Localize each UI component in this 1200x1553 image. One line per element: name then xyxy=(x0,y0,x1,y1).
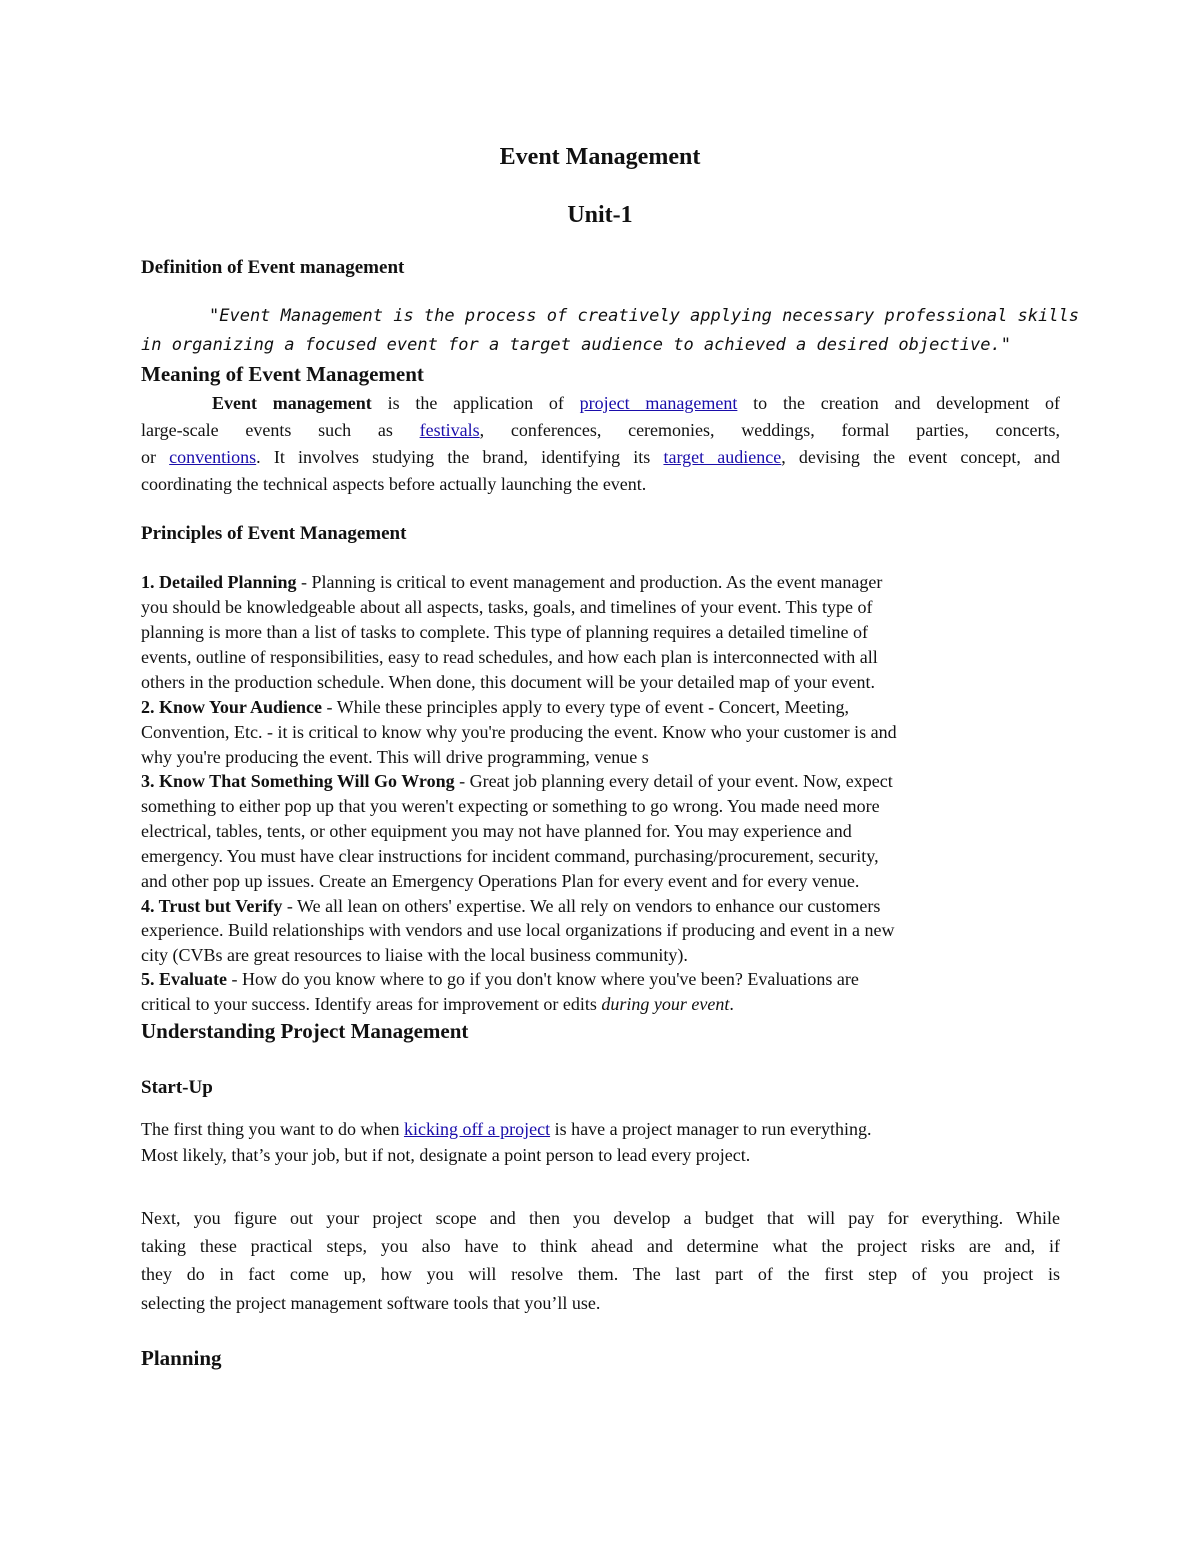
principle-4-line-1: 4. Trust but Verify - We all lean on others' expertise. We all rely on vendors to enhance our customers xyxy=(141,896,881,916)
definition-quote-line-1: "Event Management is the process of creatively applying necessary professional skills xyxy=(209,306,1079,326)
principle-1-line-2: you should be knowledgeable about all aspects, tasks, goals, and timelines of your event. This type of xyxy=(141,597,873,617)
principle-1-line-1: 1. Detailed Planning - Planning is critical to event management and production. As the event manager xyxy=(141,572,883,592)
principle-3-line-4: emergency. You must have clear instructions for incident command, purchasing/procurement, security, xyxy=(141,846,879,866)
principle-2-line-3: why you're producing the event. This will drive programming, venue s xyxy=(141,747,649,767)
principle-3-line-3: electrical, tables, tents, or other equipment you may not have planned for. You may experience and xyxy=(141,821,852,841)
next-line-2: taking these practical steps, you also have to think ahead and determine what the project risks are and, if xyxy=(141,1236,1060,1256)
startup-heading: Start-Up xyxy=(141,1077,213,1098)
principle-1-line-5: others in the production schedule. When done, this document will be your detailed map of your event. xyxy=(141,672,875,692)
principle-4-line-3: city (CVBs are great resources to liaise with the local business community). xyxy=(141,945,688,965)
planning-heading: Planning xyxy=(141,1346,222,1370)
festivals-link[interactable]: festivals xyxy=(419,420,480,440)
startup-line-2: Most likely, that’s your job, but if not, designate a point person to lead every project. xyxy=(141,1145,751,1165)
unit-heading: Unit-1 xyxy=(567,202,633,228)
principle-5-line-2: critical to your success. Identify areas for improvement or edits during your event. xyxy=(141,994,734,1014)
principle-1-line-3: planning is more than a list of tasks to complete. This type of planning requires a detailed timeline of xyxy=(141,622,868,642)
principle-3-line-2: something to either pop up that you weren't expecting or something to go wrong. You made need more xyxy=(141,796,880,816)
principle-3-line-5: and other pop up issues. Create an Emergency Operations Plan for every event and for every venue. xyxy=(141,871,860,891)
next-line-4: selecting the project management software tools that you’ll use. xyxy=(141,1293,601,1313)
next-line-1: Next, you figure out your project scope and then you develop a budget that will pay for everything. While xyxy=(141,1208,1060,1228)
principle-5-line-1: 5. Evaluate - How do you know where to go if you don't know where you've been? Evaluations are xyxy=(141,969,859,989)
principle-1-line-4: events, outline of responsibilities, easy to read schedules, and how each plan is interconnected with all xyxy=(141,647,878,667)
principle-2-line-1: 2. Know Your Audience - While these principles apply to every type of event - Concert, Meeting, xyxy=(141,697,850,717)
principle-2-line-2: Convention, Etc. - it is critical to know why you're producing the event. Know who your customer is and xyxy=(141,722,897,742)
meaning-line-1: Event management is the application of project management to the creation and development of xyxy=(212,393,1061,413)
principle-3-line-1: 3. Know That Something Will Go Wrong - Great job planning every detail of your event. Now, expect xyxy=(141,771,893,791)
meaning-line-3: or conventions. It involves studying the brand, identifying its target audience, devising the event concept, and xyxy=(141,447,1061,467)
meaning-line-4: coordinating the technical aspects before actually launching the event. xyxy=(141,474,647,494)
conventions-link[interactable]: conventions xyxy=(169,447,257,467)
definition-quote-line-2: in organizing a focused event for a target audience to achieved a desired objective." xyxy=(141,335,1011,355)
project-management-link[interactable]: project management xyxy=(579,393,738,413)
definition-heading: Definition of Event management xyxy=(141,257,405,278)
meaning-heading: Meaning of Event Management xyxy=(141,362,424,386)
startup-line-1: The first thing you want to do when kicking off a project is have a project manager to run everything. xyxy=(141,1119,872,1139)
document-title: Event Management xyxy=(499,144,701,170)
meaning-line-2: large-scale events such as festivals, conferences, ceremonies, weddings, formal parties, concerts, xyxy=(141,420,1060,440)
principles-heading: Principles of Event Management xyxy=(141,523,407,544)
meaning-term: Event management xyxy=(212,393,372,413)
target-audience-link[interactable]: target audience xyxy=(663,447,782,467)
kicking-off-project-link[interactable]: kicking off a project xyxy=(403,1119,551,1139)
next-line-3: they do in fact come up, how you will resolve them. The last part of the first step of you project is xyxy=(141,1264,1060,1284)
project-management-heading: Understanding Project Management xyxy=(141,1019,469,1043)
principle-4-line-2: experience. Build relationships with vendors and use local organizations if producing and event in a new xyxy=(141,920,895,940)
